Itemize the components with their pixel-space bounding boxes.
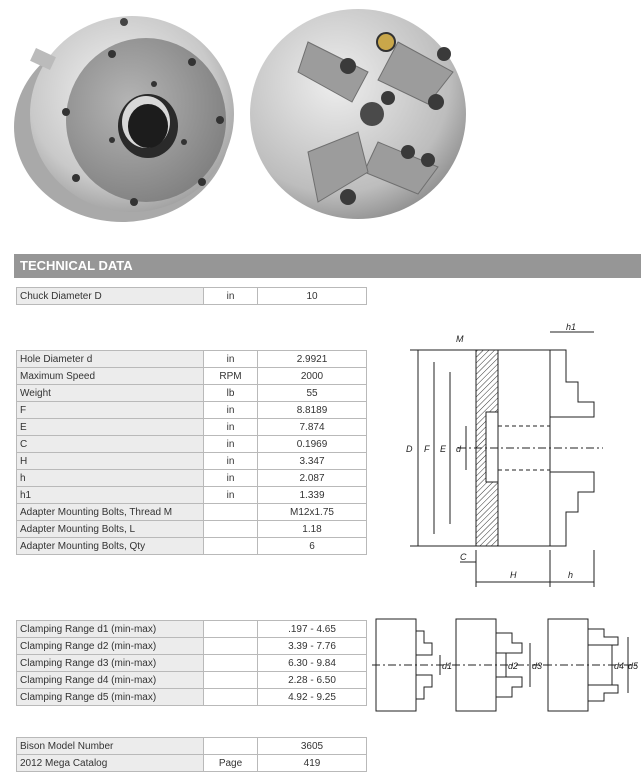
spec-label: 2012 Mega Catalog [17,755,204,772]
spec-unit: RPM [204,368,258,385]
spec-value: 7.874 [258,419,367,436]
section-header [14,254,641,278]
section-title: TECHNICAL DATA [20,258,133,273]
spec-unit: in [204,288,258,305]
clamping-range-drawing [372,611,640,717]
spec-label: Clamping Range d2 (min-max) [17,638,204,655]
spec-value: 4.92 - 9.25 [258,689,367,706]
spec-label: C [17,436,204,453]
spec-label: Adapter Mounting Bolts, L [17,521,204,538]
label-H: H [510,570,517,580]
spec-value: .197 - 4.65 [258,621,367,638]
spec-label: Maximum Speed [17,368,204,385]
spec-label: h [17,470,204,487]
table-row [17,504,367,521]
table-row [17,538,367,555]
label-C: C [460,552,467,562]
label-h1: h1 [566,322,577,332]
spec-unit [204,504,258,521]
spec-value: 8.8189 [258,402,367,419]
spec-value: 6.30 - 9.84 [258,655,367,672]
spec-label: F [17,402,204,419]
spec-value: 2.087 [258,470,367,487]
spec-label: Adapter Mounting Bolts, Thread M [17,504,204,521]
chuck-diameter-table [16,287,367,305]
spec-value: 2000 [258,368,367,385]
table-row [17,621,367,638]
label-h: h [568,570,574,580]
spec-unit [204,638,258,655]
spec-unit: in [204,436,258,453]
spec-label: Clamping Range d1 (min-max) [17,621,204,638]
spec-label: Chuck Diameter D [17,288,204,305]
table-row [17,402,367,419]
table-row [17,385,367,402]
spec-unit: in [204,470,258,487]
label-F: F [424,444,430,454]
table-row [17,351,367,368]
table-row [17,368,367,385]
spec-value: 55 [258,385,367,402]
table-row [17,470,367,487]
spec-label: Weight [17,385,204,402]
spec-unit: Page [204,755,258,772]
table-row [17,288,367,305]
label-D: D [406,444,413,454]
label-d2: d2 [508,661,519,671]
spec-value: 1.339 [258,487,367,504]
label-d4: d4 [614,661,625,671]
table-row [17,436,367,453]
spec-unit: in [204,402,258,419]
table-row [17,755,367,772]
specs-table [16,350,367,555]
spec-unit: in [204,351,258,368]
label-d3: d3 [532,661,543,671]
table-row [17,689,367,706]
spec-label: Clamping Range d3 (min-max) [17,655,204,672]
table-row [17,672,367,689]
spec-unit [204,672,258,689]
label-M: M [456,334,464,344]
spec-label: h1 [17,487,204,504]
spec-unit [204,621,258,638]
table-row [17,521,367,538]
table-row [17,638,367,655]
spec-label: Bison Model Number [17,738,204,755]
label-d: d [456,444,462,454]
chuck-front-photo [248,2,473,227]
cross-section-drawing [398,322,608,597]
table-row [17,487,367,504]
spec-value: 3.347 [258,453,367,470]
spec-label: Clamping Range d4 (min-max) [17,672,204,689]
spec-unit [204,655,258,672]
spec-unit [204,521,258,538]
table-row [17,655,367,672]
table-row [17,453,367,470]
spec-value: 0.1969 [258,436,367,453]
spec-label: Hole Diameter d [17,351,204,368]
label-d5: d5 [628,661,639,671]
label-d1: d1 [442,661,453,671]
spec-value: 3605 [258,738,367,755]
table-row [17,419,367,436]
spec-value: 3.39 - 7.76 [258,638,367,655]
spec-value: 419 [258,755,367,772]
spec-unit [204,738,258,755]
spec-value: M12x1.75 [258,504,367,521]
spec-unit [204,538,258,555]
spec-value: 10 [258,288,367,305]
spec-unit: in [204,453,258,470]
spec-label: E [17,419,204,436]
spec-value: 1.18 [258,521,367,538]
spec-unit [204,689,258,706]
spec-unit: in [204,419,258,436]
spec-unit: lb [204,385,258,402]
spec-label: Adapter Mounting Bolts, Qty [17,538,204,555]
clamping-table [16,620,367,706]
spec-value: 2.9921 [258,351,367,368]
chuck-back-photo [14,2,239,227]
table-row [17,738,367,755]
spec-label: Clamping Range d5 (min-max) [17,689,204,706]
label-E: E [440,444,447,454]
spec-value: 2.28 - 6.50 [258,672,367,689]
spec-label: H [17,453,204,470]
spec-unit: in [204,487,258,504]
spec-value: 6 [258,538,367,555]
catalog-table [16,737,367,772]
